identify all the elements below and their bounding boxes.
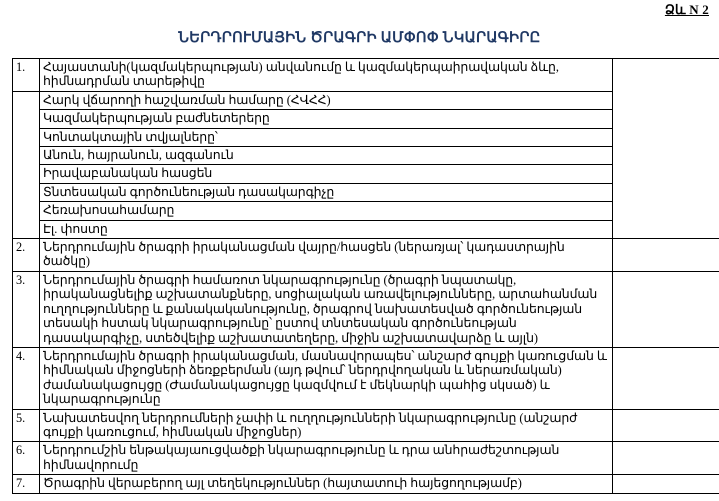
row-value-cell[interactable] (613, 347, 719, 409)
row-value-cell[interactable] (613, 239, 719, 272)
row-number-empty (13, 91, 40, 109)
row-number: 3. (13, 271, 40, 347)
table-row (13, 271, 719, 347)
row-text: Էլ. փոստը (40, 220, 613, 238)
row-text: Իրավաբանական հասցեն (40, 165, 613, 183)
row-number-empty (13, 110, 40, 128)
page-title: ՆԵՐԴՐՈՒՄԱՅԻՆ ԾՐԱԳՐԻ ԱՄՓՈՓ ՆԿԱՐԱԳԻՐԸ (178, 30, 541, 46)
row-number: 1. (13, 59, 40, 92)
row-text: Ներդրումային ծրագրի իրականացման վայրը/հասցեն (ներառյալ՝ կադաստրային ծածկը) (40, 239, 613, 272)
form-reference-label: Ձև N 2 (664, 2, 709, 17)
row-value-cell[interactable] (613, 409, 719, 442)
row-number-empty (13, 165, 40, 183)
table-row (13, 59, 719, 92)
row-text: Կոնտակտային տվյալները՝ (40, 128, 613, 146)
row-text: Ծրագրին վերաբերող այլ տեղեկություններ (հայտատուի հայեցողությամբ) (40, 475, 613, 493)
table-row (13, 239, 719, 272)
row-value-cell[interactable] (613, 59, 719, 239)
row-number: 5. (13, 409, 40, 442)
row-number-empty (13, 183, 40, 201)
row-text: Հարկ վճարողի հաշվառման համարը (ՀՎՀՀ) (40, 91, 613, 109)
row-number: 4. (13, 347, 40, 409)
table-row (13, 409, 719, 442)
table-row (13, 347, 719, 409)
row-number: 2. (13, 239, 40, 272)
table-body (13, 59, 719, 494)
row-number: 6. (13, 442, 40, 475)
row-number-empty (13, 147, 40, 165)
row-text: Ներդրումային ծրագրի իրականացման, մասնավորապես՝ անշարժ գույքի կառուցման և հիմնական միջոցների ձեռքբերման (այդ թվում՝ ներդրվողական և ներառմական) ժամանակացույցը (Ժամանակացույցը կազմվում է մեկնարկի պահից սկսած) և նկարագրությունը (40, 347, 613, 409)
row-number: 7. (13, 475, 40, 493)
row-text: Անուն, հայրանուն, ազգանուն (40, 147, 613, 165)
row-number-empty (13, 220, 40, 238)
row-value-cell[interactable] (613, 475, 719, 493)
row-number-empty (13, 202, 40, 220)
row-value-cell[interactable] (613, 442, 719, 475)
investment-program-table-wrap (12, 58, 706, 494)
row-text: Ներդրումշին ենթակայաուցվածքի նկարագրությունը և դրա անհրաժեշտության հիմնավորումը (40, 442, 613, 475)
row-text: Նախատեսվող ներդրումների չափի և ուղղությունների նկարագրությունը (անշարժ գույքի կառուցում, հիմնական միջոցներ) (40, 409, 613, 442)
row-text: Կազմակերպության բաժնետերերը (40, 110, 613, 128)
row-number-empty (13, 128, 40, 146)
table-row (13, 442, 719, 475)
row-text: Հեռախոսահամարը (40, 202, 613, 220)
row-value-cell[interactable] (613, 271, 719, 347)
row-text: Տնտեսական գործունեության դասակարգիչը (40, 183, 613, 201)
table-row (13, 475, 719, 493)
row-text: Հայաստանի(կազմակերպության) անվանումը և կազմակերպաիրավական ձևը, հիմնադրման տարեթիվը (40, 59, 613, 92)
row-text: Ներդրումային ծրագրի համառոտ նկարագրությունը (ծրագրի նպատակը, իրականացնելիք աշխատանքները, սոցիալական առավելությունները, արտահանման ուղղությունները և քանակականությունը, ծրագրով նախատեսված գործունեության տեսակի հստակ նկարագրությունը՝ ըստով տնտեսական գործունեության դասակարգիչը, ստեծվելիք աշխատատեղերը, միջին աշխատավարձը և այլն) (40, 271, 613, 347)
investment-program-table (12, 58, 719, 494)
